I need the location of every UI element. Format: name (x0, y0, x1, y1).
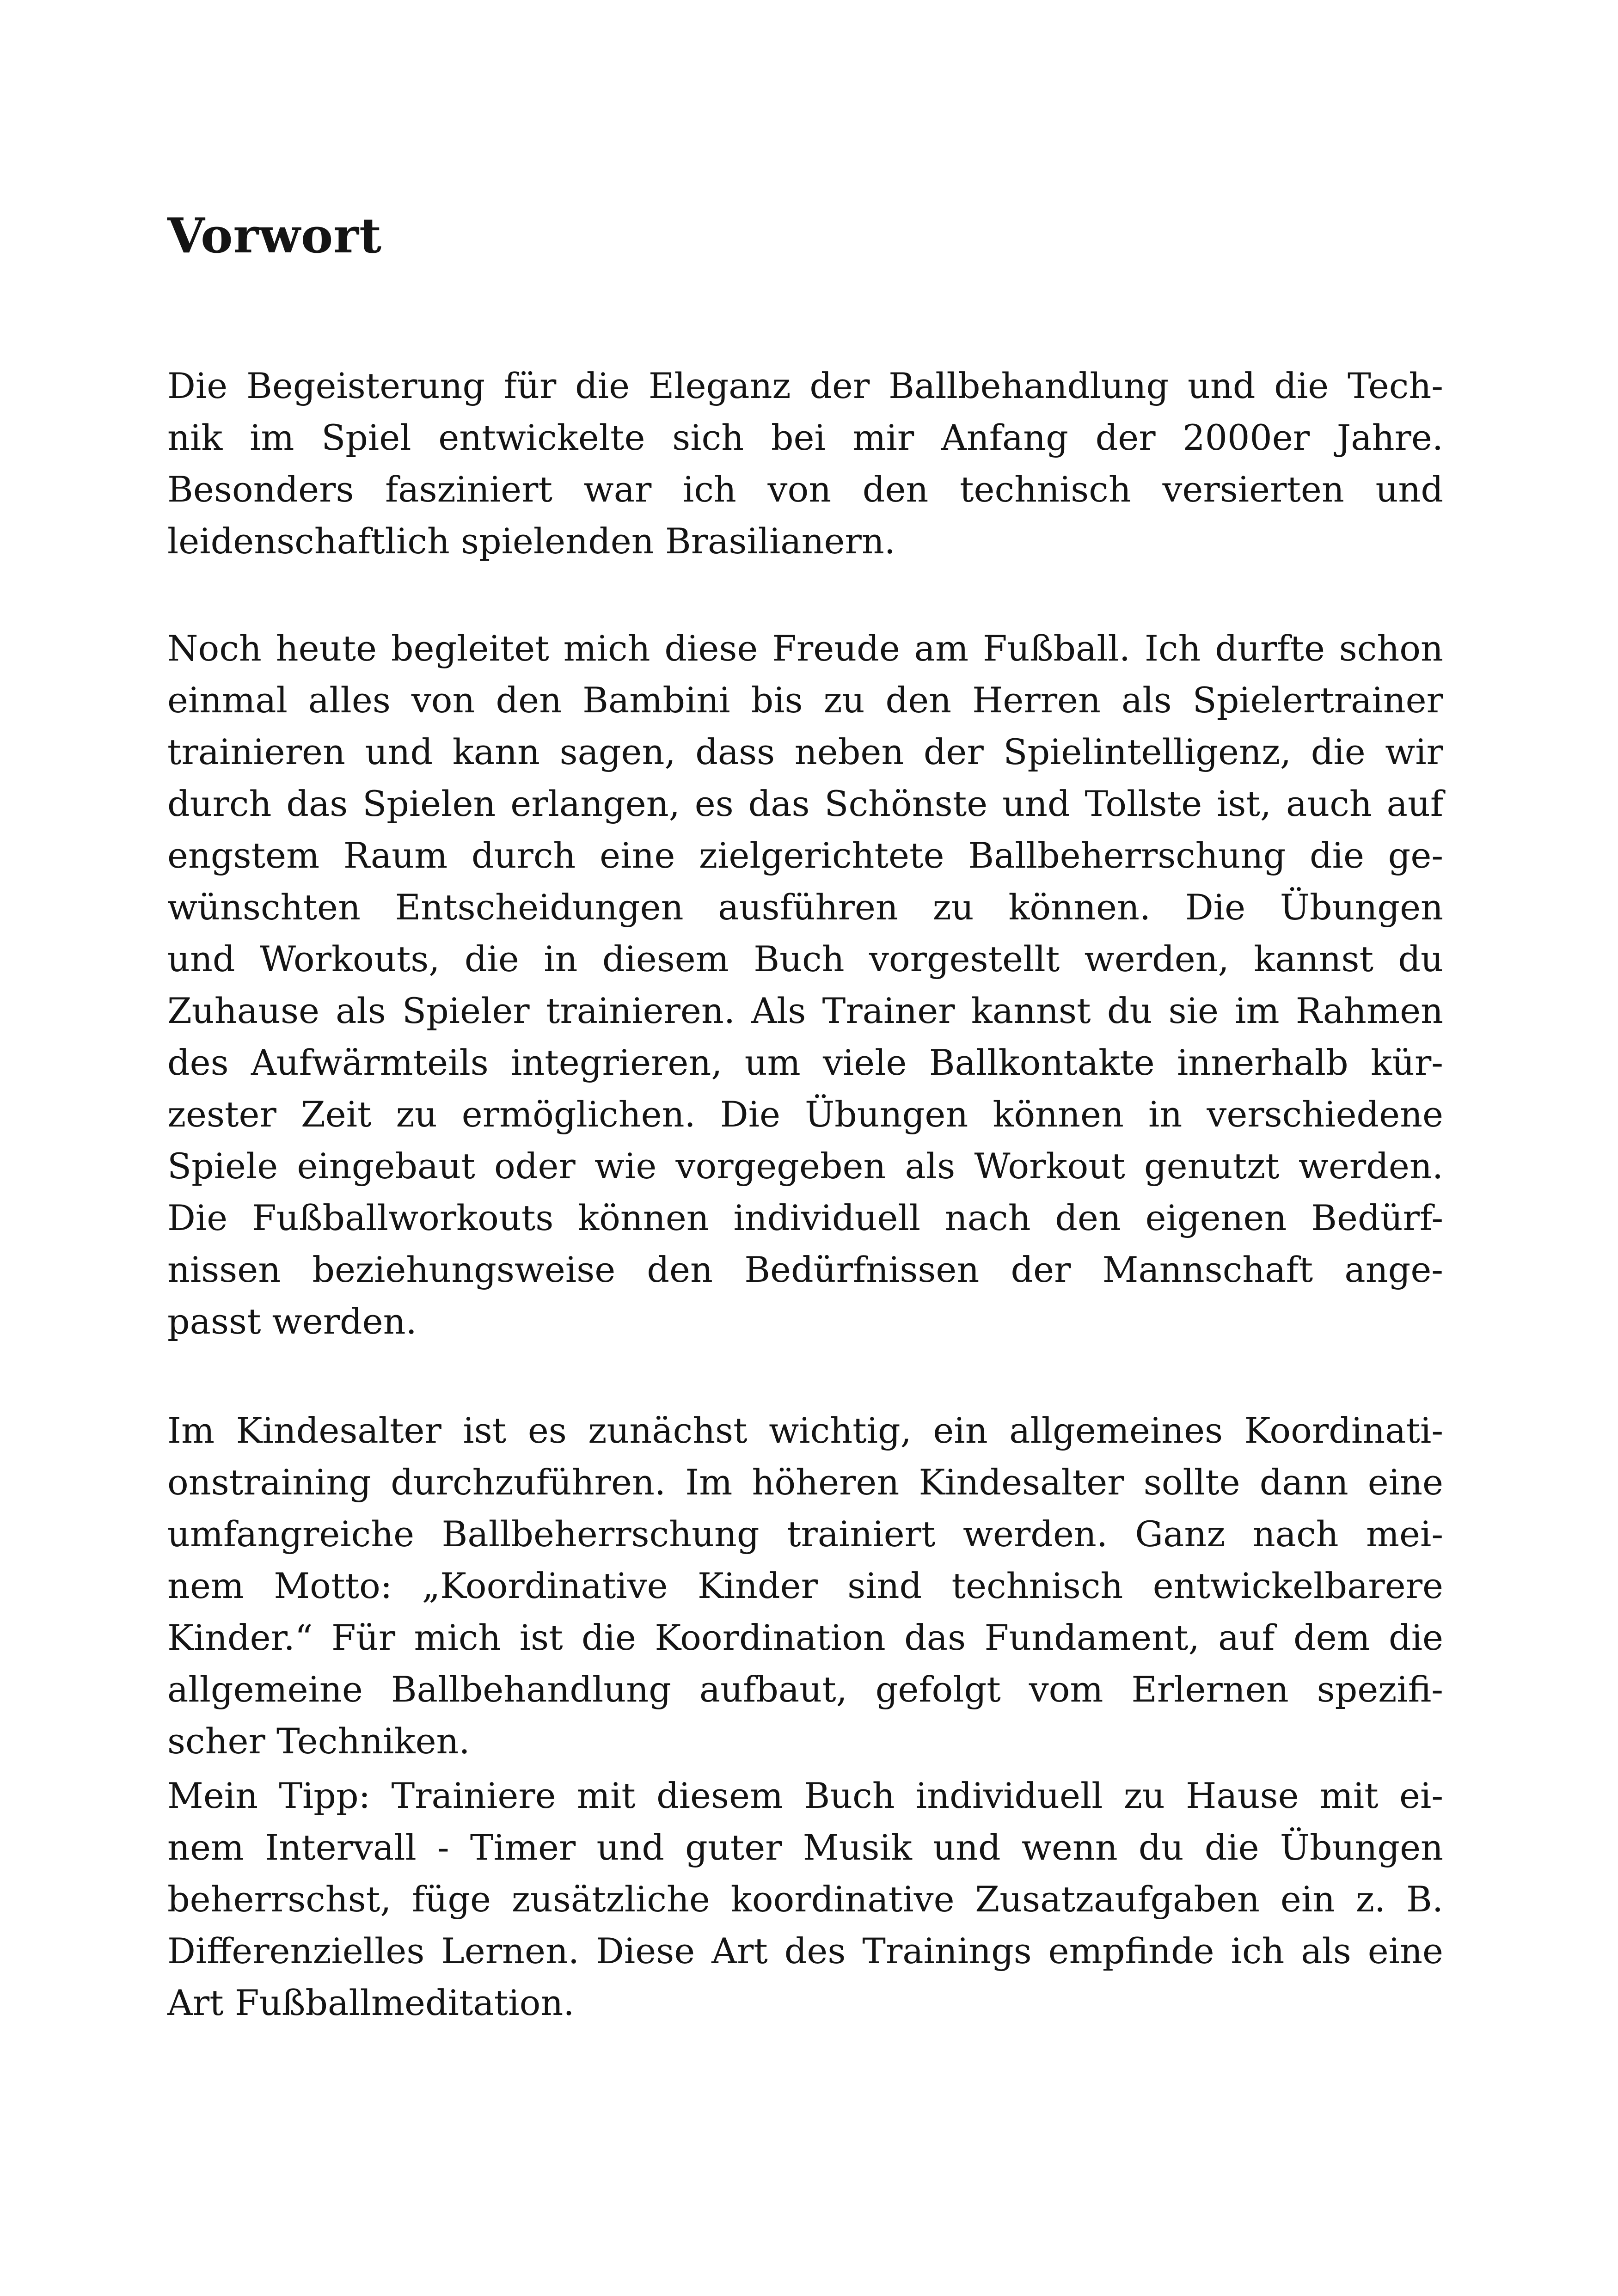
text-line: Besonders fasziniert war ich von den technisch versierten und (167, 469, 1443, 510)
text-line: durch das Spielen erlangen, es das Schönste und Tollste ist, auch auf (167, 783, 1443, 824)
text-line: nissen beziehungsweise den Bedürfnissen der Mannschaft ange- (167, 1249, 1443, 1290)
text-line: engstem Raum durch eine zielgerichtete Ballbeherrschung die ge- (167, 835, 1443, 876)
text-line: nem Intervall - Timer und guter Musik und wenn du die Übungen (167, 1827, 1443, 1868)
text-line: trainieren und kann sagen, dass neben der Spielintelligenz, die wir (167, 731, 1443, 772)
text-line: zester Zeit zu ermöglichen. Die Übungen können in verschiedene (167, 1094, 1443, 1135)
text-line: Differenzielles Lernen. Diese Art des Trainings empfinde ich als eine (167, 1930, 1443, 1971)
text-line: leidenschaftlich spielenden Brasilianern. (167, 520, 895, 562)
text-line: Noch heute begleitet mich diese Freude am Fußball. Ich durfte schon (167, 628, 1443, 669)
paragraph-training (167, 623, 1443, 1347)
text-line: Zuhause als Spieler trainieren. Als Trainer kannst du sie im Rahmen (167, 990, 1443, 1031)
paragraph-childhood (167, 1405, 1443, 1767)
paragraph-tip (167, 1770, 1443, 2029)
text-line: Art Fußballmeditation. (167, 1982, 575, 2023)
text-line: allgemeine Ballbehandlung aufbaut, gefolgt vom Erlernen spezifi- (167, 1669, 1443, 1710)
text-line: onstraining durchzuführen. Im höheren Kindesalter sollte dann eine (167, 1462, 1443, 1503)
text-line: und Workouts, die in diesem Buch vorgestellt werden, kannst du (167, 938, 1443, 980)
text-line: wünschten Entscheidungen ausführen zu können. Die Übungen (167, 887, 1443, 928)
paragraph-intro (167, 360, 1443, 567)
text-line: einmal alles von den Bambini bis zu den Herren als Spielertrainer (167, 680, 1443, 721)
text-line: Kinder.“ Für mich ist die Koordination das Fundament, auf dem die (167, 1617, 1443, 1658)
text-line: scher Techniken. (167, 1720, 470, 1762)
text-line: Mein Tipp: Trainiere mit diesem Buch individuell zu Hause mit ei- (167, 1775, 1443, 1816)
text-line: nik im Spiel entwickelte sich bei mir Anfang der 2000er Jahre. (167, 417, 1443, 458)
text-line: Die Fußballworkouts können individuell nach den eigenen Bedürf- (167, 1197, 1443, 1238)
text-line: Im Kindesalter ist es zunächst wichtig, ein allgemeines Koordinati- (167, 1410, 1443, 1451)
text-line: passt werden. (167, 1301, 417, 1342)
text-line: nem Motto: „Koordinative Kinder sind technisch entwickelbarere (167, 1565, 1443, 1606)
text-line: umfangreiche Ballbeherrschung trainiert werden. Ganz nach mei- (167, 1513, 1443, 1555)
text-line: Die Begeisterung für die Eleganz der Ballbehandlung und die Tech- (167, 365, 1443, 406)
text-line: Spiele eingebaut oder wie vorgegeben als Workout genutzt werden. (167, 1145, 1443, 1187)
text-line: beherrschst, füge zusätzliche koordinative Zusatzaufgaben ein z. B. (167, 1879, 1443, 1920)
text-line: des Aufwärmteils integrieren, um viele Ballkontakte innerhalb kür- (167, 1042, 1443, 1083)
page-title: Vorwort (167, 207, 382, 264)
